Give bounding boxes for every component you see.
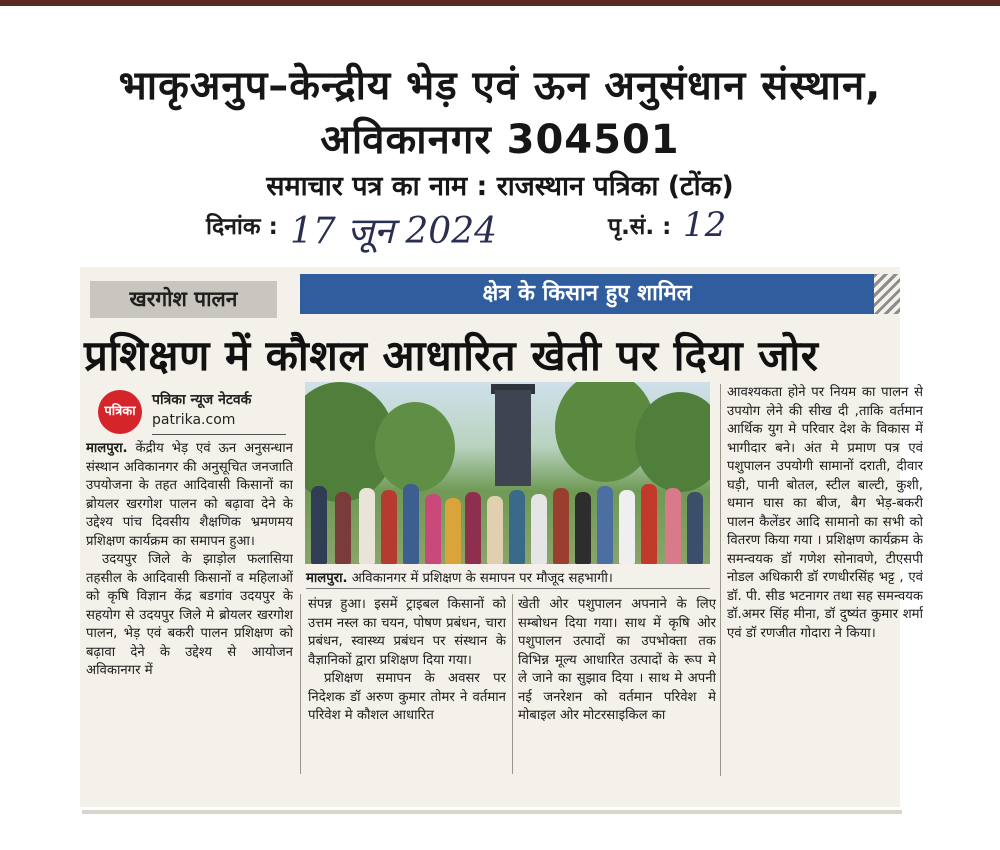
person bbox=[465, 492, 481, 564]
person bbox=[335, 492, 351, 564]
person bbox=[403, 484, 419, 564]
column-4-paragraph-1: आवश्यकता होने पर नियम का पालन से उपयोग लेने की सीख दी ,ताकि वर्तमान आर्थिक युग मे परिवार देश के विकास में भागीदार बने। अंत मे प्रमाण पत्र एवं पशुपालन उपयोगी सामानों दराती, दीवार घड़ी, पानी बोतल, स्टील बाल्टी, कुशी, धमान घास का बीज, बैग भेड़-बकरी पालन कैलेंडर आदि सामानो का सभी को वितरण किया गया । प्रशिक्षण कार्यक्रम के समन्वयक डॉ गणेश सोनावणे, टीएसपी नोडल अधिकारी डॉ रणधीरसिंह भट्ट , एवं डॉ. पी. सीड भटनागर तथा सह समन्वयक डॉ.अमर सिंह मीना, डॉ दुष्यंत कुमार शर्मा एवं डॉ रणजीत गोदारा ने किया। bbox=[727, 385, 923, 641]
person bbox=[575, 492, 591, 564]
column-divider bbox=[512, 594, 513, 774]
date-page-row bbox=[0, 205, 1000, 255]
crowd bbox=[305, 472, 710, 564]
byline-divider bbox=[152, 434, 286, 435]
article-column-4 bbox=[727, 384, 923, 780]
institute-name: भाकृअनुप–केन्द्रीय भेड़ एवं ऊन अनुसंधान संस्थान, bbox=[118, 63, 882, 109]
kicker-text: खरगोश पालन bbox=[129, 287, 238, 311]
column-2-paragraph-2: प्रशिक्षण समापन के अवसर पर निदेशक डॉ अरुण कुमार तोमर ने वर्तमान परिवेश मे कौशल आधारित bbox=[308, 671, 506, 723]
page-value: 12 bbox=[683, 205, 727, 245]
page-label: पृ.सं. : bbox=[608, 214, 672, 240]
article-column-1 bbox=[86, 440, 293, 766]
column-1-paragraph-1 bbox=[86, 440, 293, 551]
column-3-paragraph-1: खेती ओर पशुपालन अपनाने के लिए सम्बोधन दिया गया। साथ में कृषि ओर पशुपालन उत्पादों का उपभोक्ता तक विभिन्न मूल्य आधारित उत्पादों के रूप मे ले जाने का सुझाव दिया । साथ मे अपनी नई जनरेशन को वर्तमान परिवेश मे मोबाइल ओर मोटरसाइकिल का bbox=[518, 597, 716, 723]
person bbox=[597, 486, 613, 564]
article-column-3 bbox=[518, 596, 716, 776]
person bbox=[487, 496, 503, 564]
person bbox=[445, 498, 461, 564]
person bbox=[531, 494, 547, 564]
person bbox=[687, 492, 703, 564]
caption-place: मालपुरा. bbox=[306, 571, 348, 586]
caption-text: अविकानगर में प्रशिक्षण के समापन पर मौजूद सहभागी। bbox=[347, 571, 613, 586]
byline-website: patrika.com bbox=[152, 412, 236, 428]
dateline: मालपुरा. bbox=[86, 441, 128, 456]
subheading-ribbon bbox=[300, 274, 874, 314]
column-1-paragraph-2: उदयपुर जिले के झाड़ोल फलासिया तहसील के आदिवासी किसानों व महिलाओं को कृषि विज्ञान केंद्र बडगांव उदयपुर के सहयोग से उदयपुर जिले मे ब्रोयलर खरगोश पालन, भेड़ एवं बकरी पालन प्रशिक्षण को बढ़ावा देने के उद्देश्य से आयोजन अविकानगर में bbox=[86, 552, 293, 678]
logo-text: पत्रिका bbox=[104, 404, 136, 419]
person bbox=[641, 484, 657, 564]
group-photo bbox=[305, 382, 710, 564]
person bbox=[619, 490, 635, 564]
caption-divider bbox=[306, 588, 710, 589]
person bbox=[425, 494, 441, 564]
byline-network: पत्रिका न्यूज नेटवर्क bbox=[152, 392, 252, 408]
person bbox=[311, 486, 327, 564]
newspaper-name: समाचार पत्र का नाम : राजस्थान पत्रिका (टोंक) bbox=[266, 171, 734, 202]
institute-address: अविकानगर 304501 bbox=[320, 117, 680, 163]
patrika-logo bbox=[98, 390, 142, 434]
person bbox=[381, 490, 397, 564]
clipping-shadow bbox=[82, 810, 902, 814]
column-2-paragraph-1: संपन्न हुआ। इसमें ट्राइबल किसानों को उत्तम नस्ल का चयन, पोषण प्रबंधन, चारा प्रबंधन, स्वास्थ्य प्रबंधन पर संस्थान के वैज्ञानिकों द्वारा प्रशिक्षण दिया गया। bbox=[308, 597, 506, 668]
ribbon-text: क्षेत्र के किसान हुए शामिल bbox=[482, 281, 692, 306]
section-kicker bbox=[90, 281, 277, 318]
ribbon-hatch bbox=[874, 274, 900, 314]
article-column-2 bbox=[308, 596, 506, 776]
article-headline: प्रशिक्षण में कौशल आधारित खेती पर दिया जोर bbox=[84, 331, 819, 380]
column-divider bbox=[720, 384, 721, 776]
top-border bbox=[0, 0, 1000, 6]
column-divider bbox=[300, 594, 301, 774]
date-value: 17 जून 2024 bbox=[290, 211, 498, 252]
date-label: दिनांक : bbox=[206, 214, 278, 240]
person bbox=[553, 488, 569, 564]
person bbox=[665, 488, 681, 564]
column-1-text-1: केंद्रीय भेड़ एवं ऊन अनुसन्धान संस्थान अविकानगर की अनुसूचित जनजाति उपयोजना के तहत आदिवासी किसानों का ब्रोयलर खरगोश पालन को बढ़ावा देने के उद्देश्य पांच दिवसीय शैक्षणिक भ्रमणमय प्रशिक्षण कार्यक्रम का समापन हुआ। bbox=[86, 441, 293, 549]
photo-caption bbox=[306, 568, 710, 586]
person bbox=[509, 490, 525, 564]
person bbox=[359, 488, 375, 564]
